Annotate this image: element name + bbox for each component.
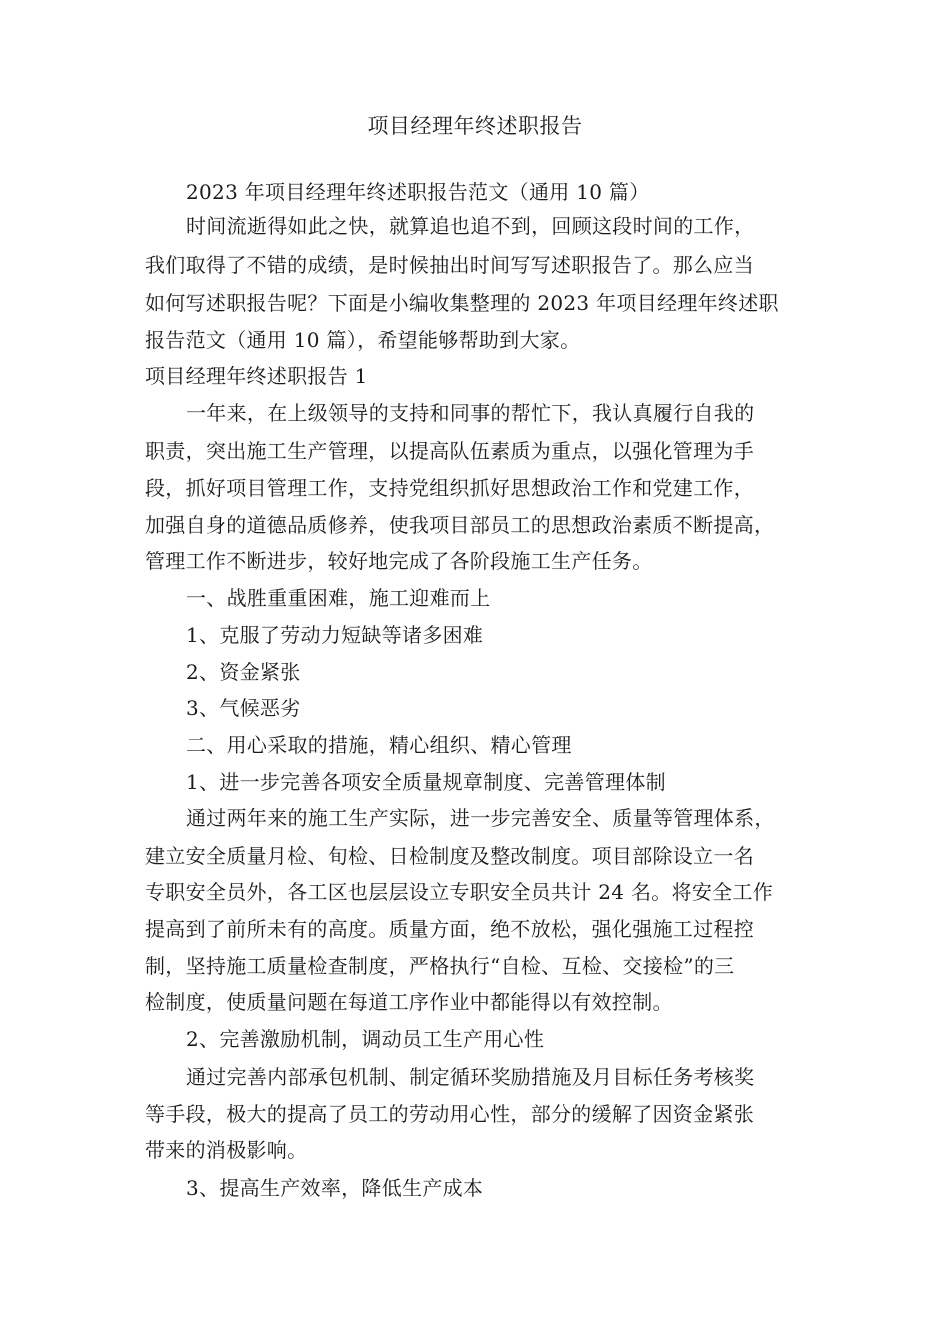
paragraph-line: 如何写述职报告呢？下面是小编收集整理的 2023 年项目经理年终述职 — [145, 291, 779, 315]
list-item: 1、进一步完善各项安全质量规章制度、完善管理体制 — [186, 770, 666, 794]
section-heading: 项目经理年终述职报告 1 — [145, 364, 368, 388]
list-item: 3、提高生产效率，降低生产成本 — [186, 1176, 484, 1200]
paragraph-line: 段，抓好项目管理工作，支持党组织抓好思想政治工作和党建工作， — [145, 476, 754, 500]
list-item: 2、资金紧张 — [186, 660, 301, 684]
list-item: 1、克服了劳动力短缺等诸多困难 — [186, 623, 484, 647]
paragraph-line: 职责，突出施工生产管理，以提高队伍素质为重点，以强化管理为手 — [145, 439, 754, 463]
paragraph-line: 建立安全质量月检、旬检、日检制度及整改制度。项目部除设立一名 — [145, 844, 754, 868]
heading-line: 二、用心采取的措施，精心组织、精心管理 — [186, 733, 572, 757]
paragraph-line: 带来的消极影响。 — [145, 1138, 308, 1162]
paragraph-line: 加强自身的道德品质修养，使我项目部员工的思想政治素质不断提高， — [145, 513, 775, 537]
paragraph-line: 通过完善内部承包机制、制定循环奖励措施及月目标任务考核奖 — [186, 1065, 755, 1089]
paragraph-line: 一年来，在上级领导的支持和同事的帮忙下，我认真履行自我的 — [186, 401, 755, 425]
paragraph-line: 提高到了前所未有的高度。质量方面，绝不放松，强化强施工过程控 — [145, 917, 754, 941]
paragraph-line: 我们取得了不错的成绩，是时候抽出时间写写述职报告了。那么应当 — [145, 253, 754, 277]
paragraph-line: 管理工作不断进步，较好地完成了各阶段施工生产任务。 — [145, 549, 653, 573]
heading-line: 一、战胜重重困难，施工迎难而上 — [186, 586, 491, 610]
paragraph-line: 时间流逝得如此之快，就算追也追不到，回顾这段时间的工作， — [186, 214, 755, 238]
list-item: 3、气候恶劣 — [186, 696, 301, 720]
paragraph-line: 通过两年来的施工生产实际，进一步完善安全、质量等管理体系， — [186, 806, 775, 830]
document-subtitle: 2023 年项目经理年终述职报告范文（通用 10 篇） — [186, 180, 650, 204]
document-title: 项目经理年终述职报告 — [367, 114, 583, 138]
list-item: 2、完善激励机制，调动员工生产用心性 — [186, 1027, 545, 1051]
paragraph-line: 报告范文（通用 10 篇），希望能够帮助到大家。 — [145, 328, 581, 352]
paragraph-line: 制，坚持施工质量检查制度，严格执行“自检、互检、交接检”的三 — [145, 954, 735, 978]
paragraph-line: 专职安全员外，各工区也层层设立专职安全员共计 24 名。将安全工作 — [145, 880, 774, 904]
paragraph-line: 等手段，极大的提高了员工的劳动用心性，部分的缓解了因资金紧张 — [145, 1102, 754, 1126]
paragraph-line: 检制度，使质量问题在每道工序作业中都能得以有效控制。 — [145, 990, 673, 1014]
